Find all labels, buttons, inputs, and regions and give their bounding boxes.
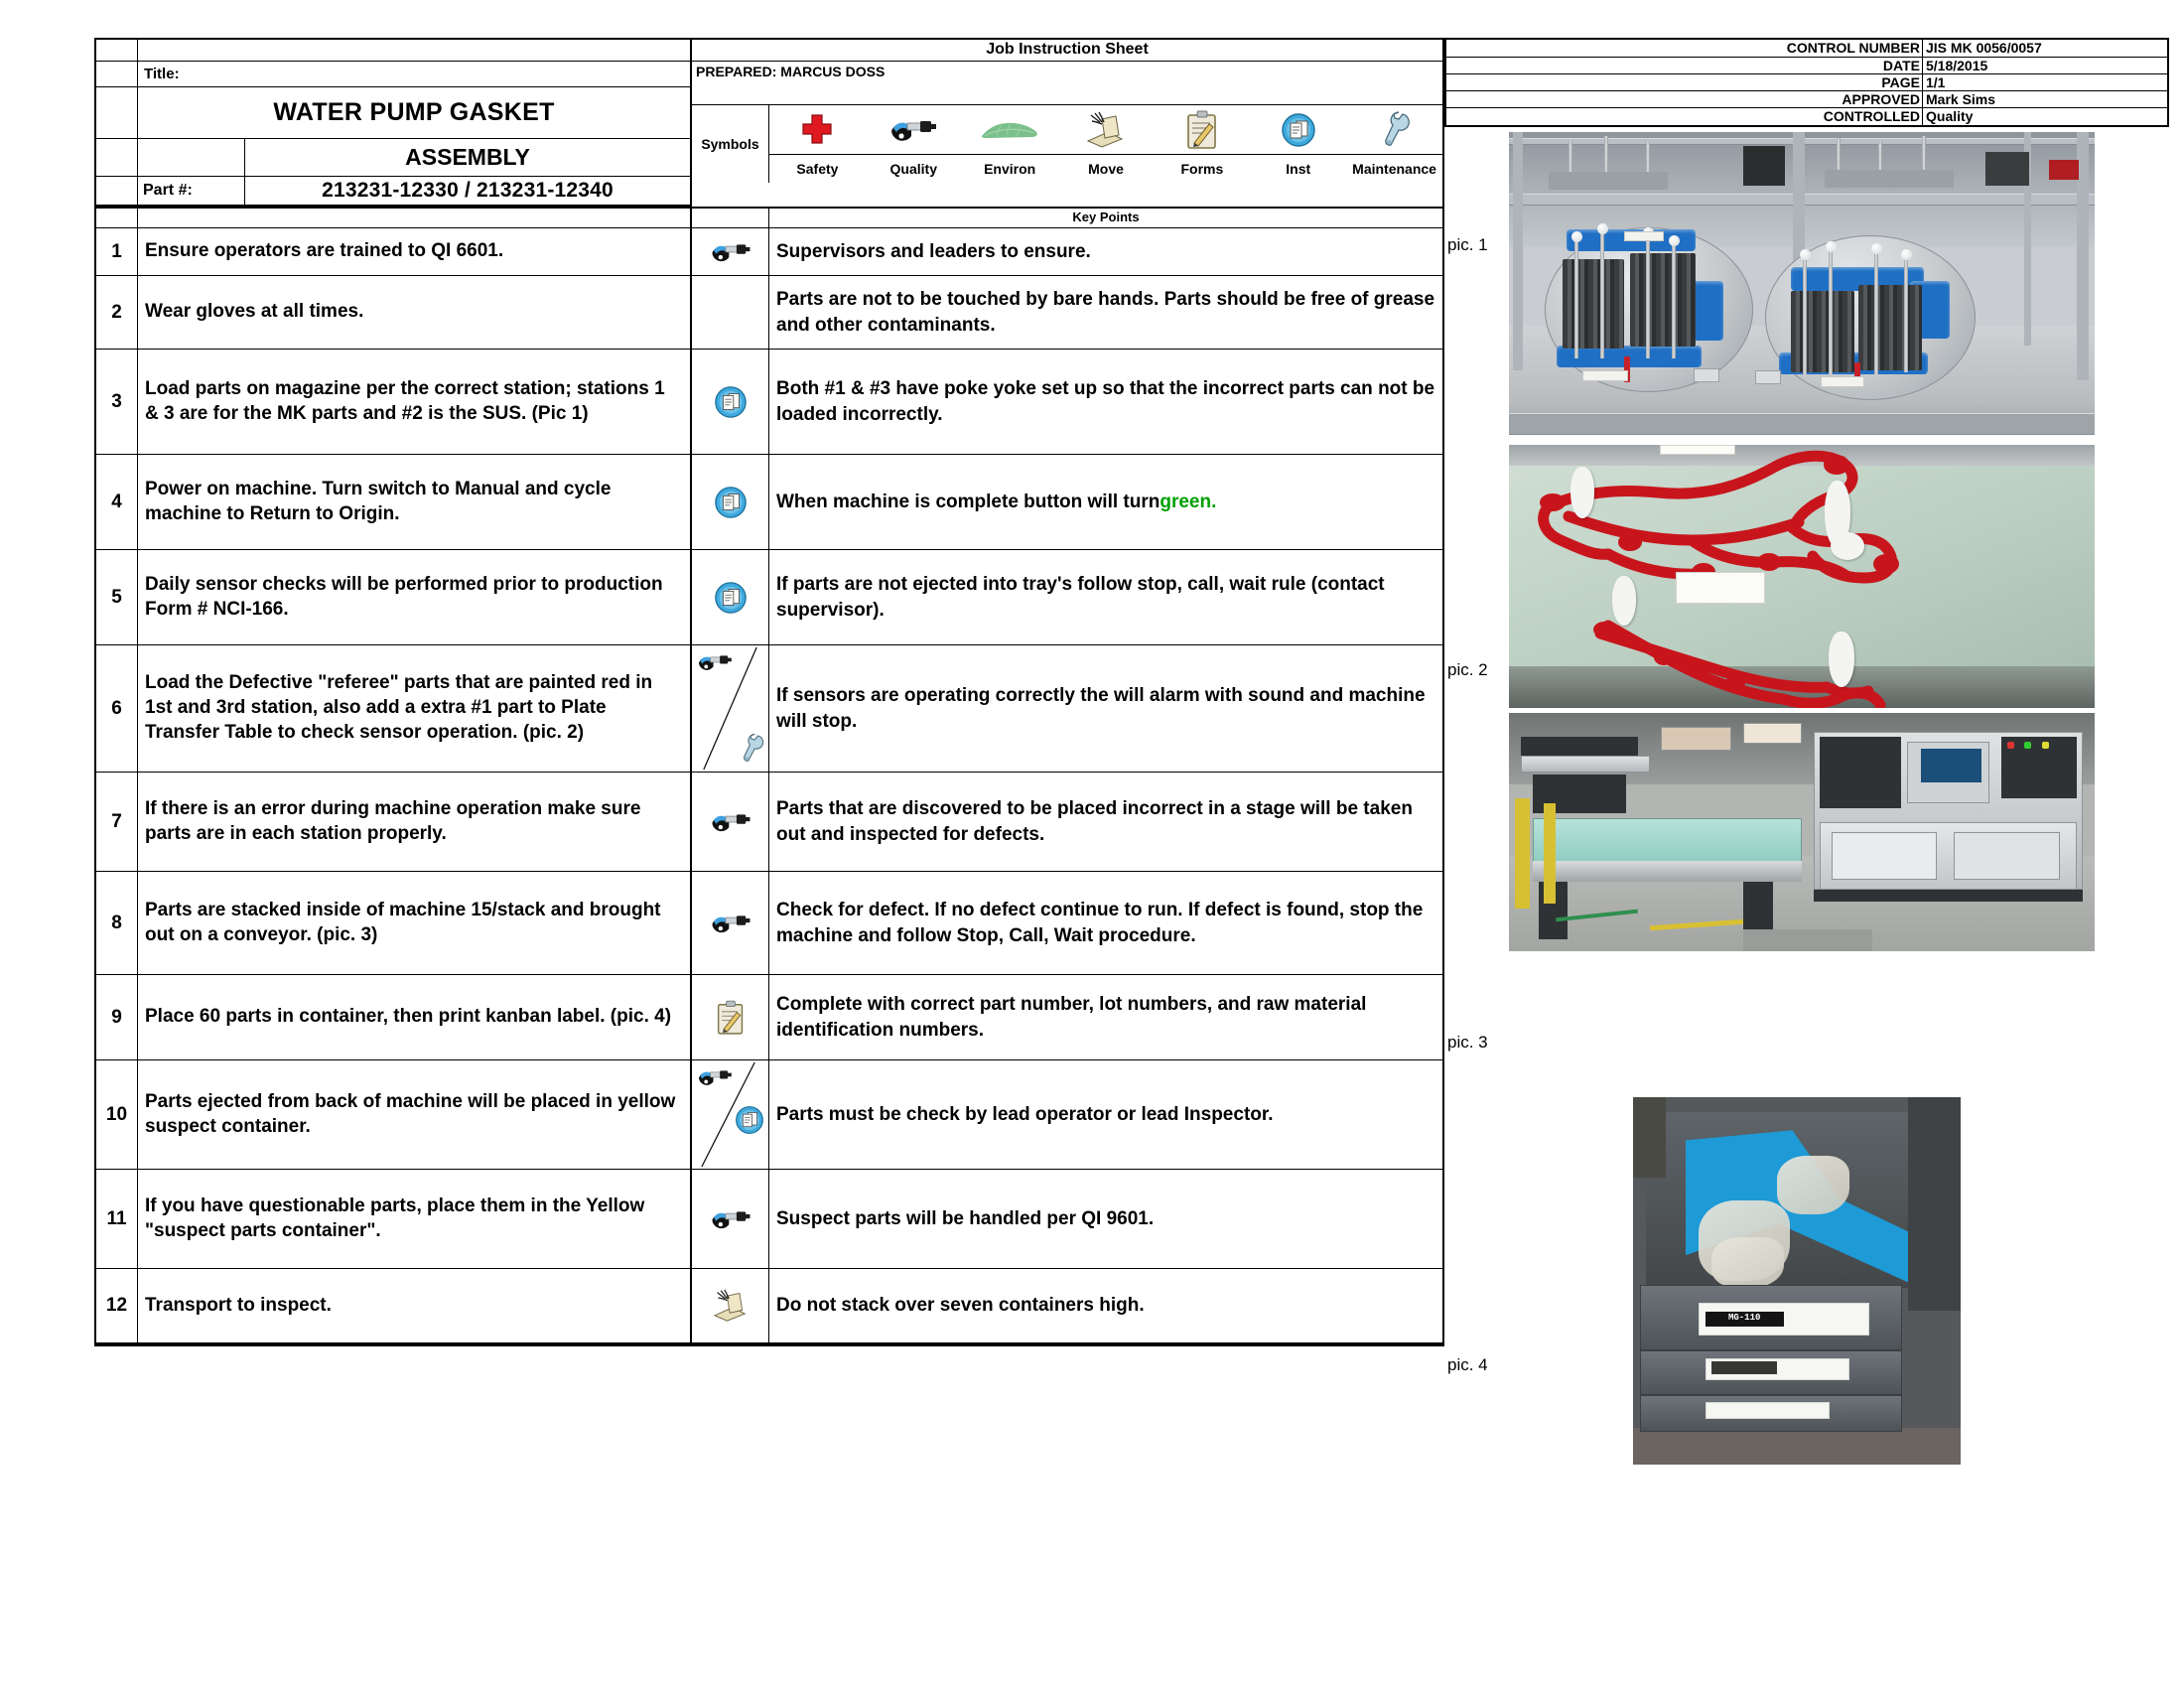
assembly-label: ASSEMBLY — [405, 144, 530, 170]
table-row — [96, 228, 1442, 276]
quality-icon — [696, 1066, 734, 1088]
pic-3-label: pic. 3 — [1447, 1033, 1488, 1052]
date-label: DATE — [1446, 58, 1923, 73]
pic-2-label: pic. 2 — [1447, 660, 1488, 679]
symbol-icon-row — [769, 105, 1442, 155]
symbol-label-maintenance: Maintenance — [1352, 160, 1436, 177]
symbol-label-forms: Forms — [1180, 160, 1224, 177]
forms-icon — [1154, 105, 1250, 154]
num-col-spacer — [96, 139, 138, 176]
step-key-point: If sensors are operating correctly the will alarm with sound and machine will stop. — [776, 685, 1426, 732]
control-row — [1446, 108, 2167, 125]
step-symbol-inst — [692, 455, 769, 549]
pic-2-image — [1509, 445, 2095, 708]
part-number-value: 213231-12330 / 213231-12340 — [322, 179, 614, 202]
step-number: 12 — [96, 1269, 138, 1342]
step-number: 7 — [96, 773, 138, 871]
symbol-name-row — [769, 155, 1442, 182]
num-col-spacer — [96, 62, 138, 86]
step-work: Place 60 parts in container, then print kanban label. (pic. 4) — [138, 975, 692, 1059]
control-number-label: CONTROL NUMBER — [1446, 40, 1923, 57]
step-number: 9 — [96, 975, 138, 1059]
controlled-value: Quality — [1926, 108, 1974, 124]
inst-icon — [1250, 105, 1346, 154]
part-number-label: Part #: — [138, 177, 245, 205]
control-block — [1444, 38, 2169, 127]
step-symbol-quality — [692, 872, 769, 974]
header-left-block — [96, 40, 692, 207]
assembly-row — [96, 139, 690, 177]
control-row — [1446, 58, 2167, 74]
assembly-blank-cell — [138, 139, 245, 176]
prepared-by: PREPARED: MARCUS DOSS — [692, 62, 1442, 105]
page-value: 1/1 — [1926, 74, 1946, 90]
step-symbol-move — [692, 1269, 769, 1342]
header-blank-strip — [96, 40, 690, 62]
key-points-label: Key Points — [1072, 210, 1140, 224]
step-symbol-quality — [692, 773, 769, 871]
controlled-label: CONTROLLED — [1446, 108, 1923, 125]
pic-1-label: pic. 1 — [1447, 235, 1488, 254]
step-symbol-split-quality-maintenance — [692, 645, 769, 772]
step-number: 10 — [96, 1060, 138, 1169]
kp-hdr-symbol-col — [692, 209, 769, 227]
step-key-point: Parts that are discovered to be placed incorrect in a stage will be taken out and inspected for defects. — [776, 798, 1413, 845]
symbol-label-safety: Safety — [796, 160, 839, 177]
safety-icon — [769, 105, 866, 154]
step-number: 5 — [96, 550, 138, 644]
blank-strip — [138, 40, 690, 61]
step-symbol-inst — [692, 550, 769, 644]
red-referee-gaskets — [1509, 445, 2095, 708]
step-number: 3 — [96, 350, 138, 454]
step-key-point: Complete with correct part number, lot numbers, and raw material identification numbers. — [776, 994, 1367, 1041]
step-symbol-quality — [692, 228, 769, 275]
step-number: 6 — [96, 645, 138, 772]
symbol-label-quality: Quality — [889, 160, 938, 177]
num-col-spacer — [96, 177, 138, 205]
symbol-label-inst: Inst — [1286, 160, 1311, 177]
step-number: 4 — [96, 455, 138, 549]
step-work: Load the Defective "referee" parts that are painted red in 1st and 3rd station, also add a extra #1 part to Plate Transfer Table to check sensor operation. (pic. 2) — [138, 645, 692, 772]
step-work: Transport to inspect. — [138, 1269, 692, 1342]
table-row — [96, 975, 1442, 1060]
symbol-label-move: Move — [1088, 160, 1124, 177]
pic-3-image — [1509, 713, 2095, 951]
date-value: 5/18/2015 — [1926, 58, 1988, 73]
step-symbol-quality — [692, 1170, 769, 1268]
step-key-point: If parts are not ejected into tray's follow stop, call, wait rule (contact supervisor). — [776, 574, 1385, 621]
step-work: Ensure operators are trained to QI 6601. — [138, 228, 692, 275]
step-work: Parts ejected from back of machine will be placed in yellow suspect container. — [138, 1060, 692, 1169]
page-label: PAGE — [1446, 74, 1923, 90]
control-row — [1446, 91, 2167, 108]
environ-icon — [962, 105, 1058, 154]
key-points-header-row — [96, 209, 1442, 228]
sheet-table — [94, 38, 1444, 1346]
title-value-row — [96, 87, 690, 139]
quality-icon — [866, 105, 962, 154]
control-row — [1446, 40, 2167, 58]
title-label-row — [96, 62, 690, 87]
product-title: WATER PUMP GASKET — [273, 98, 555, 126]
table-row — [96, 645, 1442, 773]
step-work: Wear gloves at all times. — [138, 276, 692, 349]
approved-label: APPROVED — [1446, 91, 1923, 107]
table-row — [96, 455, 1442, 550]
maintenance-icon — [1346, 105, 1442, 154]
num-col-spacer — [96, 40, 138, 61]
table-row — [96, 872, 1442, 975]
table-row — [96, 1269, 1442, 1344]
move-icon — [1058, 105, 1155, 154]
step-key-point: Parts must be check by lead operator or lead Inspector. — [776, 1103, 1274, 1125]
step-symbol-none — [692, 276, 769, 349]
step-work: Daily sensor checks will be performed prior to production Form # NCI-166. — [138, 550, 692, 644]
step-number: 11 — [96, 1170, 138, 1268]
table-row — [96, 350, 1442, 455]
step-key-point: Both #1 & #3 have poke yoke set up so that the incorrect parts can not be loaded incorrectly. — [776, 378, 1435, 425]
step-key-point: Parts are not to be touched by bare hands. Parts should be free of grease and other contaminants. — [776, 289, 1435, 336]
step-number: 1 — [96, 228, 138, 275]
header-right-block — [692, 40, 1442, 207]
step-number: 2 — [96, 276, 138, 349]
container-label-text: MG-110 — [1727, 1313, 1761, 1324]
maintenance-icon — [739, 732, 764, 766]
symbols-grid — [769, 105, 1442, 183]
pic-4-image — [1633, 1097, 1961, 1465]
control-number-value: JIS MK 0056/0057 — [1926, 40, 2042, 56]
step-key-point: Supervisors and leaders to ensure. — [776, 240, 1091, 262]
step-symbol-inst — [692, 350, 769, 454]
inst-icon — [735, 1105, 764, 1135]
table-row — [96, 1060, 1442, 1170]
step-key-point-text: When machine is complete button will turn — [776, 491, 1160, 512]
num-col-spacer — [96, 87, 138, 138]
quality-icon — [696, 651, 734, 673]
symbols-label: Symbols — [692, 105, 769, 183]
table-row — [96, 550, 1442, 645]
kp-hdr-work-col — [138, 209, 692, 227]
step-symbol-split-quality-inst — [692, 1060, 769, 1169]
pic-1-image — [1509, 132, 2095, 435]
status-accent-green: green. — [1160, 491, 1217, 512]
sheet-title: Job Instruction Sheet — [692, 40, 1442, 62]
step-work: If you have questionable parts, place them in the Yellow "suspect parts container". — [138, 1170, 692, 1268]
symbol-label-environ: Environ — [984, 160, 1036, 177]
table-row — [96, 276, 1442, 350]
step-work: If there is an error during machine operation make sure parts are in each station properly. — [138, 773, 692, 871]
kp-hdr-num-col — [96, 209, 138, 227]
sheet-header — [96, 40, 1442, 209]
step-key-point: Suspect parts will be handled per QI 9601. — [776, 1207, 1155, 1229]
step-key-point: Do not stack over seven containers high. — [776, 1295, 1145, 1317]
table-row — [96, 1170, 1442, 1269]
table-row — [96, 773, 1442, 872]
step-key-point: Check for defect. If no defect continue to run. If defect is found, stop the machine and follow Stop, Call, Wait procedure. — [776, 900, 1424, 946]
step-key-point — [769, 455, 1442, 549]
step-work: Parts are stacked inside of machine 15/stack and brought out on a conveyor. (pic. 3) — [138, 872, 692, 974]
step-work: Power on machine. Turn switch to Manual and cycle machine to Return to Origin. — [138, 455, 692, 549]
step-number: 8 — [96, 872, 138, 974]
pic-4-label: pic. 4 — [1447, 1355, 1488, 1374]
title-label: Title: — [144, 66, 180, 82]
control-row — [1446, 74, 2167, 91]
approved-value: Mark Sims — [1926, 91, 1996, 107]
step-work: Load parts on magazine per the correct station; stations 1 & 3 are for the MK parts and #2 is the SUS. (Pic 1) — [138, 350, 692, 454]
step-symbol-forms — [692, 975, 769, 1059]
symbols-legend — [692, 105, 1442, 183]
part-number-row — [96, 177, 690, 207]
